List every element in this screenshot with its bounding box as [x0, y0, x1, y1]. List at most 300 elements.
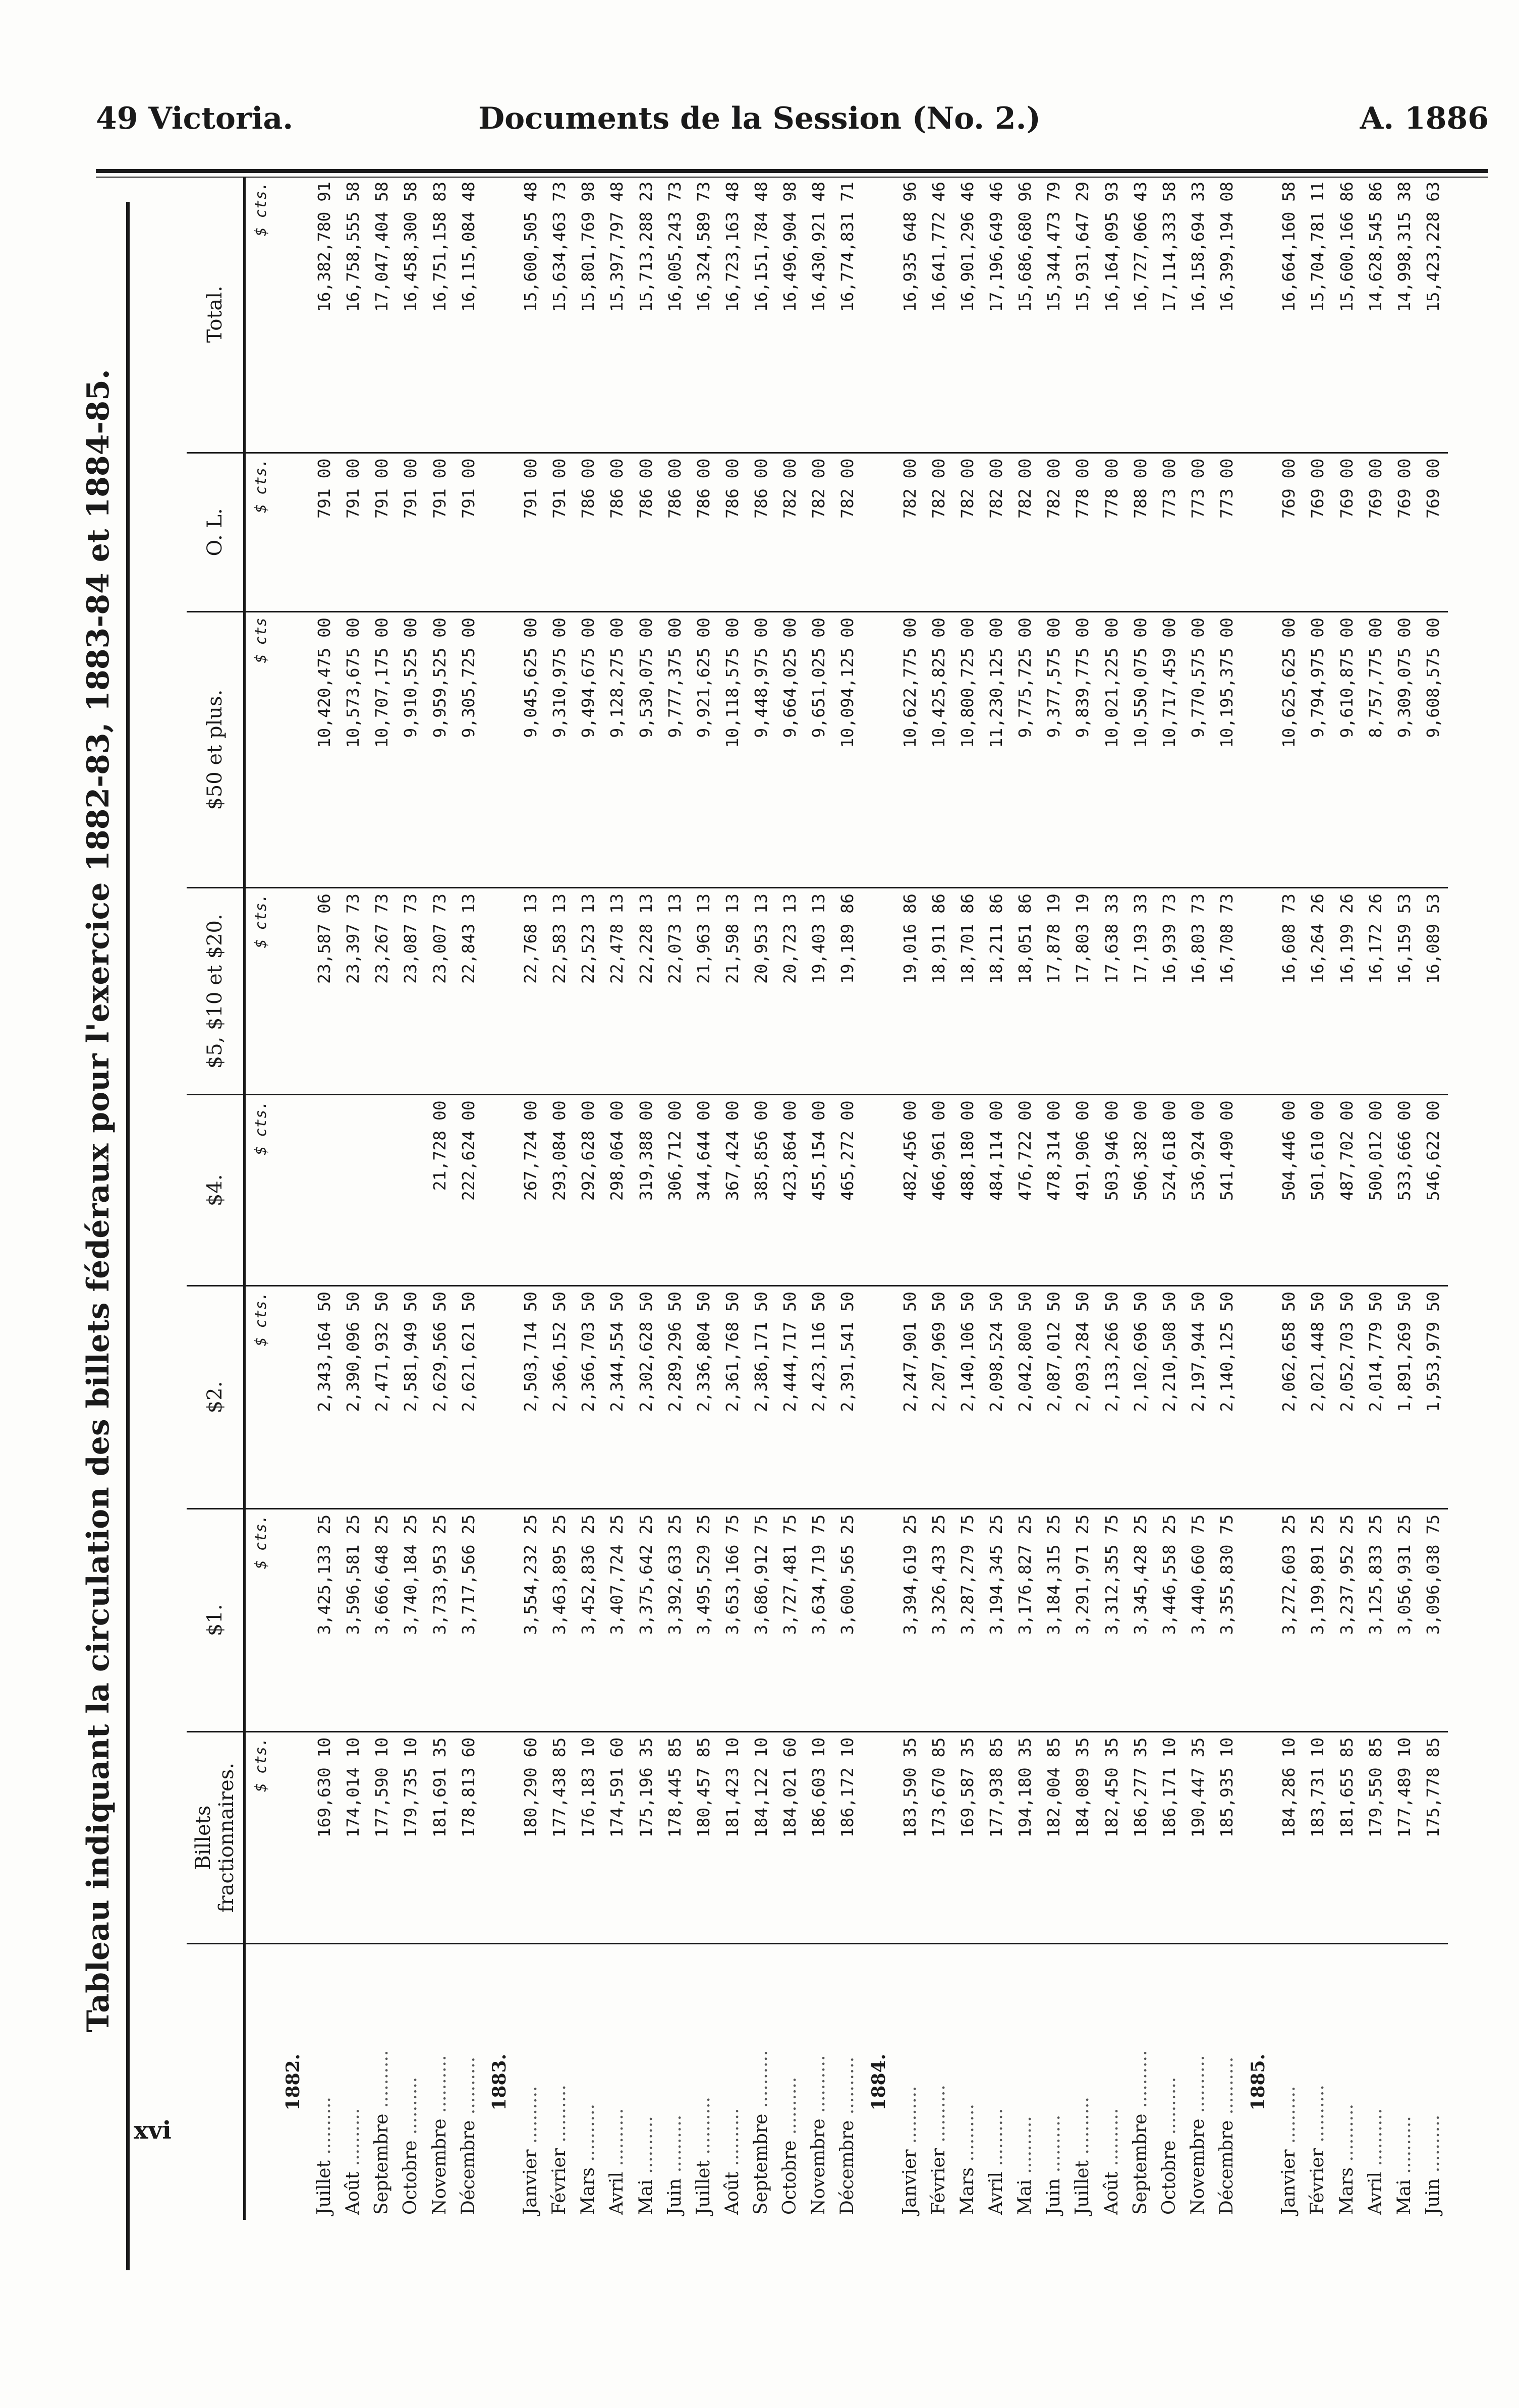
month-name: Décembre — [1216, 2120, 1237, 2215]
value-cell: 344,644 00 — [689, 1095, 718, 1286]
month-name: Février — [928, 2148, 949, 2215]
month-label — [1419, 1944, 1448, 2220]
value-cell: 16,774,831 71 — [833, 177, 862, 453]
value-cell: 791 00 — [454, 453, 483, 612]
value-cell: 478,314 00 — [1040, 1095, 1068, 1286]
value-cell: 3,452,836 25 — [574, 1508, 603, 1731]
value-cell: 15,801,769 98 — [574, 177, 603, 453]
value-cell: 10,550,075 00 — [1126, 612, 1155, 888]
table-row — [1212, 177, 1241, 2220]
value-cell: 21,963 13 — [689, 888, 718, 1095]
value-cell: 2,343,164 50 — [310, 1286, 339, 1509]
month-label — [1332, 1944, 1361, 2220]
column-header-2: $1. — [187, 1508, 245, 1731]
value-cell: 2,386,171 50 — [747, 1286, 775, 1509]
empty-cell — [483, 453, 516, 612]
month-name: Juin — [1043, 2178, 1064, 2215]
value-cell: 786 00 — [660, 453, 689, 612]
leader-dots: .......... — [458, 2056, 479, 2120]
value-cell: 3,199,891 25 — [1304, 1508, 1332, 1731]
value-cell: 17,638 33 — [1097, 888, 1126, 1095]
month-name: Avril — [606, 2171, 628, 2215]
value-cell: 9,610,875 00 — [1332, 612, 1361, 888]
value-cell: 18,701 86 — [953, 888, 982, 1095]
value-cell: 222,624 00 — [454, 1095, 483, 1286]
value-cell: 23,007 73 — [425, 888, 454, 1095]
value-cell: 17,047,404 58 — [368, 177, 397, 453]
value-cell: 178,813 60 — [454, 1731, 483, 1944]
table-row — [339, 177, 368, 2220]
value-cell: 2,210,508 50 — [1155, 1286, 1184, 1509]
value-cell: 3,194,345 25 — [982, 1508, 1010, 1731]
value-cell — [339, 1095, 368, 1286]
table-row — [953, 177, 982, 2220]
value-cell: 524,618 00 — [1155, 1095, 1184, 1286]
value-cell: 16,159 53 — [1390, 888, 1419, 1095]
value-cell: 186,603 10 — [805, 1731, 833, 1944]
value-cell: 791 00 — [339, 453, 368, 612]
leader-dots: .......... — [1101, 2108, 1122, 2172]
value-cell: 15,704,781 11 — [1304, 177, 1332, 453]
value-cell: 9,777,375 00 — [660, 612, 689, 888]
month-label — [1361, 1944, 1390, 2220]
value-cell: 16,324,589 73 — [689, 177, 718, 453]
table-row — [1155, 177, 1184, 2220]
value-cell: 18,051 86 — [1011, 888, 1040, 1095]
leader-dots: .......... — [1043, 2114, 1064, 2178]
month-label — [833, 1944, 862, 2220]
running-head-center: Documents de la Session (No. 2.) — [478, 101, 1041, 136]
empty-cell — [483, 177, 516, 453]
value-cell: 791 00 — [425, 453, 454, 612]
value-cell: 10,622,775 00 — [895, 612, 924, 888]
unit-label: $ cts. — [245, 1286, 277, 1509]
table-row — [924, 177, 953, 2220]
empty-cell — [862, 1508, 895, 1731]
value-cell: 174,591 60 — [603, 1731, 632, 1944]
value-cell: 3,666,648 25 — [368, 1508, 397, 1731]
value-cell: 10,625,625 00 — [1275, 612, 1304, 888]
month-name: Août — [1101, 2171, 1122, 2215]
value-cell: 23,587 06 — [310, 888, 339, 1095]
value-cell: 3,733,953 25 — [425, 1508, 454, 1731]
value-cell: 2,366,703 50 — [574, 1286, 603, 1509]
value-cell: 11,230,125 00 — [982, 612, 1010, 888]
value-cell: 791 00 — [397, 453, 425, 612]
month-name: Mars — [578, 2167, 599, 2215]
value-cell: 16,399,194 08 — [1212, 177, 1241, 453]
leader-dots: .......... — [779, 2077, 801, 2141]
unit-label: $ cts. — [245, 1095, 277, 1286]
value-cell: 3,056,931 25 — [1390, 1508, 1419, 1731]
value-cell: 3,717,566 25 — [454, 1508, 483, 1731]
value-cell: 9,910,525 00 — [397, 612, 425, 888]
empty-cell — [483, 1095, 516, 1286]
value-cell: 9,794,975 00 — [1304, 612, 1332, 888]
value-cell: 10,094,125 00 — [833, 612, 862, 888]
value-cell: 21,598 13 — [718, 888, 747, 1095]
leader-dots: .......... — [1393, 2116, 1415, 2180]
value-cell: 17,114,333 58 — [1155, 177, 1184, 453]
value-cell: 175,778 85 — [1419, 1731, 1448, 1944]
empty-cell — [276, 888, 310, 1095]
value-cell: 16,727,066 43 — [1126, 177, 1155, 453]
table-row — [516, 177, 545, 2220]
title-rule — [126, 202, 130, 2270]
value-cell: 769 00 — [1275, 453, 1304, 612]
month-name: Septembre — [751, 2113, 772, 2215]
leader-dots: .......... — [1072, 2097, 1093, 2161]
year-label: 1883. — [489, 2053, 511, 2111]
table-row — [1275, 177, 1304, 2220]
value-cell: 16,115,084 48 — [454, 177, 483, 453]
table-row — [805, 177, 833, 2220]
value-cell: 22,073 13 — [660, 888, 689, 1095]
value-cell: 15,931,647 29 — [1068, 177, 1097, 453]
value-cell: 2,444,717 50 — [776, 1286, 805, 1509]
leader-dots: .......... — [1187, 2055, 1208, 2119]
value-cell: 536,924 00 — [1184, 1095, 1212, 1286]
value-cell: 3,394,619 25 — [895, 1508, 924, 1731]
month-label — [924, 1944, 953, 2220]
value-cell: 9,530,075 00 — [632, 612, 660, 888]
value-cell: 2,621,621 50 — [454, 1286, 483, 1509]
value-cell: 2,471,932 50 — [368, 1286, 397, 1509]
column-header-6: $50 et plus. — [187, 612, 245, 888]
value-cell — [368, 1095, 397, 1286]
value-cell: 546,622 00 — [1419, 1095, 1448, 1286]
month-name: Octobre — [1158, 2140, 1179, 2215]
value-cell: 3,312,355 75 — [1097, 1508, 1126, 1731]
leader-dots: .......... — [1015, 2116, 1036, 2180]
value-cell: 367,424 00 — [718, 1095, 747, 1286]
value-cell: 186,172 10 — [833, 1731, 862, 1944]
empty-cell — [483, 1286, 516, 1509]
value-cell: 782 00 — [953, 453, 982, 612]
table-row — [454, 177, 483, 2220]
leader-dots: .......... — [928, 2085, 949, 2149]
month-name: Juin — [1423, 2178, 1444, 2215]
month-label — [1126, 1944, 1155, 2220]
empty-cell — [276, 612, 310, 888]
page-number: xvi — [134, 2116, 172, 2145]
leader-dots: .......... — [429, 2055, 450, 2119]
month-label — [660, 1944, 689, 2220]
month-name: Août — [343, 2171, 364, 2215]
month-label — [397, 1944, 425, 2220]
value-cell: 3,237,952 25 — [1332, 1508, 1361, 1731]
empty-cell — [1242, 1731, 1275, 1944]
leader-dots: .......... — [635, 2116, 656, 2180]
value-cell: 10,195,375 00 — [1212, 612, 1241, 888]
value-cell: 298,064 00 — [603, 1095, 632, 1286]
table-row — [776, 177, 805, 2220]
value-cell: 8,757,775 00 — [1361, 612, 1390, 888]
value-cell: 3,375,642 25 — [632, 1508, 660, 1731]
value-cell: 3,407,724 25 — [603, 1508, 632, 1731]
value-cell: 385,856 00 — [747, 1095, 775, 1286]
value-cell: 2,098,524 50 — [982, 1286, 1010, 1509]
leader-dots: .......... — [808, 2055, 829, 2119]
empty-cell — [483, 1731, 516, 1944]
value-cell: 20,723 13 — [776, 888, 805, 1095]
month-name: Juillet — [1072, 2160, 1093, 2215]
value-cell: 9,377,575 00 — [1040, 612, 1068, 888]
leader-dots: .......... — [986, 2108, 1007, 2172]
value-cell: 9,309,075 00 — [1390, 612, 1419, 888]
table-row — [603, 177, 632, 2220]
month-name: Septembre — [371, 2113, 392, 2215]
value-cell: 179,735 10 — [397, 1731, 425, 1944]
month-label — [574, 1944, 603, 2220]
value-cell: 3,653,166 75 — [718, 1508, 747, 1731]
table-row — [1126, 177, 1155, 2220]
value-cell: 769 00 — [1332, 453, 1361, 612]
value-cell: 778 00 — [1068, 453, 1097, 612]
value-cell: 23,087 73 — [397, 888, 425, 1095]
value-cell: 16,641,772 46 — [924, 177, 953, 453]
table-row — [718, 177, 747, 2220]
value-cell: 9,305,725 00 — [454, 612, 483, 888]
value-cell: 17,803 19 — [1068, 888, 1097, 1095]
value-cell: 9,651,025 00 — [805, 612, 833, 888]
table-row — [632, 177, 660, 2220]
value-cell: 2,302,628 50 — [632, 1286, 660, 1509]
month-label — [516, 1944, 545, 2220]
value-cell: 169,587 35 — [953, 1731, 982, 1944]
table-row — [310, 177, 339, 2220]
month-name: Novembre — [1187, 2118, 1208, 2215]
column-header-0 — [187, 1944, 245, 2220]
value-cell: 2,133,266 50 — [1097, 1286, 1126, 1509]
leader-dots: .......... — [314, 2097, 335, 2161]
value-cell: 2,629,566 50 — [425, 1286, 454, 1509]
value-cell: 292,628 00 — [574, 1095, 603, 1286]
value-cell: 3,596,581 25 — [339, 1508, 368, 1731]
month-label — [689, 1944, 718, 2220]
year-label: 1885. — [1247, 2053, 1269, 2111]
leader-dots: .......... — [400, 2077, 421, 2141]
table-row — [425, 177, 454, 2220]
value-cell: 3,600,565 25 — [833, 1508, 862, 1731]
unit-label: $ cts. — [245, 453, 277, 612]
leader-dots: .......... — [1365, 2108, 1386, 2172]
leader-dots: .......... — [899, 2086, 920, 2150]
value-cell: 175,196 35 — [632, 1731, 660, 1944]
month-name: Janvier — [520, 2149, 541, 2215]
empty-cell — [862, 1286, 895, 1509]
value-cell: 16,172 26 — [1361, 888, 1390, 1095]
value-cell: 9,448,975 00 — [747, 612, 775, 888]
value-cell: 10,800,725 00 — [953, 612, 982, 888]
month-label — [1390, 1944, 1419, 2220]
value-cell: 183,731 10 — [1304, 1731, 1332, 1944]
month-label — [805, 1944, 833, 2220]
value-cell: 22,843 13 — [454, 888, 483, 1095]
value-cell: 17,878 19 — [1040, 888, 1068, 1095]
empty-cell — [862, 453, 895, 612]
value-cell: 9,310,975 00 — [545, 612, 574, 888]
unit-label — [245, 1944, 277, 2220]
value-cell: 184,122 10 — [747, 1731, 775, 1944]
table-row — [1184, 177, 1212, 2220]
month-label — [982, 1944, 1010, 2220]
value-cell: 15,600,166 86 — [1332, 177, 1361, 453]
empty-cell — [862, 177, 895, 453]
value-cell: 2,344,554 50 — [603, 1286, 632, 1509]
value-cell: 782 00 — [776, 453, 805, 612]
month-label — [718, 1944, 747, 2220]
value-cell: 16,803 73 — [1184, 888, 1212, 1095]
value-cell: 177,590 10 — [368, 1731, 397, 1944]
value-cell: 2,336,804 50 — [689, 1286, 718, 1509]
value-cell: 791 00 — [368, 453, 397, 612]
month-label — [339, 1944, 368, 2220]
month-label — [1097, 1944, 1126, 2220]
value-cell: 501,610 00 — [1304, 1095, 1332, 1286]
value-cell: 3,176,827 25 — [1011, 1508, 1040, 1731]
value-cell: 181,691 35 — [425, 1731, 454, 1944]
value-cell: 3,345,428 25 — [1126, 1508, 1155, 1731]
table-row — [660, 177, 689, 2220]
table-row — [689, 177, 718, 2220]
value-cell: 2,052,703 50 — [1332, 1286, 1361, 1509]
value-cell: 181,655 85 — [1332, 1731, 1361, 1944]
value-cell: 185,935 10 — [1212, 1731, 1241, 1944]
month-label — [425, 1944, 454, 2220]
empty-cell — [862, 888, 895, 1095]
month-name: Mai — [635, 2179, 656, 2215]
table-row — [1097, 177, 1126, 2220]
value-cell: 186,277 35 — [1126, 1731, 1155, 1944]
month-name: Mars — [1336, 2167, 1357, 2215]
value-cell: 178,445 85 — [660, 1731, 689, 1944]
column-header-row — [187, 177, 245, 2220]
month-name: Août — [721, 2171, 743, 2215]
value-cell: 174,014 10 — [339, 1731, 368, 1944]
year-row — [276, 177, 310, 2220]
empty-cell — [1242, 453, 1275, 612]
value-cell: 3,634,719 75 — [805, 1508, 833, 1731]
month-name: Juillet — [314, 2160, 335, 2215]
month-label — [747, 1944, 775, 2220]
month-label — [632, 1944, 660, 2220]
value-cell: 1,891,269 50 — [1390, 1286, 1419, 1509]
value-cell: 10,717,459 00 — [1155, 612, 1184, 888]
year-label: 1882. — [283, 2053, 304, 2111]
table-title: Tableau indiquant la circulation des billets fédéraux pour l'exercice 1882-83, 1883-84 et 1884-85. — [81, 369, 116, 2033]
value-cell: 482,456 00 — [895, 1095, 924, 1286]
value-cell: 173,670 85 — [924, 1731, 953, 1944]
month-name: Juillet — [693, 2160, 714, 2215]
value-cell — [310, 1095, 339, 1286]
value-cell: 9,839,775 00 — [1068, 612, 1097, 888]
month-name: Mars — [957, 2167, 978, 2215]
table-row — [397, 177, 425, 2220]
value-cell: 16,939 73 — [1155, 888, 1184, 1095]
value-cell: 186,171 10 — [1155, 1731, 1184, 1944]
value-cell: 10,573,675 00 — [339, 612, 368, 888]
value-cell: 9,128,275 00 — [603, 612, 632, 888]
running-head-right: A. 1886 — [1360, 101, 1489, 136]
leader-dots: .......... — [549, 2085, 570, 2149]
month-label — [1068, 1944, 1097, 2220]
table-row — [368, 177, 397, 2220]
value-cell: 3,392,633 25 — [660, 1508, 689, 1731]
month-label — [454, 1944, 483, 2220]
value-cell: 17,196,649 46 — [982, 177, 1010, 453]
column-header-8: Total. — [187, 177, 245, 453]
empty-cell — [276, 1095, 310, 1286]
value-cell: 791 00 — [310, 453, 339, 612]
value-cell: 769 00 — [1361, 453, 1390, 612]
month-name: Janvier — [899, 2149, 920, 2215]
value-cell: 179,550 85 — [1361, 1731, 1390, 1944]
value-cell: 23,267 73 — [368, 888, 397, 1095]
value-cell: 3,495,529 25 — [689, 1508, 718, 1731]
month-name: Février — [549, 2148, 570, 2215]
value-cell: 14,628,545 86 — [1361, 177, 1390, 453]
month-name: Juin — [664, 2178, 685, 2215]
unit-label: $ cts. — [245, 1731, 277, 1944]
value-cell: 16,199 26 — [1332, 888, 1361, 1095]
value-cell: 533,666 00 — [1390, 1095, 1419, 1286]
value-cell: 184,089 35 — [1068, 1731, 1097, 1944]
value-cell: 500,012 00 — [1361, 1095, 1390, 1286]
value-cell: 16,935 648 96 — [895, 177, 924, 453]
value-cell: 16,164,095 93 — [1097, 177, 1126, 453]
value-cell: 16,723,163 48 — [718, 177, 747, 453]
month-label — [1011, 1944, 1040, 2220]
value-cell: 2,423,116 50 — [805, 1286, 833, 1509]
unit-label: $ cts. — [245, 888, 277, 1095]
column-header-4: $4. — [187, 1095, 245, 1286]
value-cell: 769 00 — [1419, 453, 1448, 612]
table-row — [982, 177, 1010, 2220]
value-cell: 2,140,106 50 — [953, 1286, 982, 1509]
value-cell: 16,089 53 — [1419, 888, 1448, 1095]
value-cell: 3,425,133 25 — [310, 1508, 339, 1731]
month-label — [953, 1944, 982, 2220]
value-cell: 16,430,921 48 — [805, 177, 833, 453]
value-cell: 2,102,696 50 — [1126, 1286, 1155, 1509]
value-cell: 2,390,096 50 — [339, 1286, 368, 1509]
value-cell: 16,382,780 91 — [310, 177, 339, 453]
value-cell: 541,490 00 — [1212, 1095, 1241, 1286]
value-cell: 19,403 13 — [805, 888, 833, 1095]
running-head-left: 49 Victoria. — [96, 101, 294, 136]
month-label — [895, 1944, 924, 2220]
value-cell: 23,397 73 — [339, 888, 368, 1095]
month-label — [545, 1944, 574, 2220]
month-label — [310, 1944, 339, 2220]
value-cell: 503,946 00 — [1097, 1095, 1126, 1286]
month-name: Décembre — [837, 2120, 858, 2215]
leader-dots: .......... — [371, 2050, 392, 2114]
value-cell: 22,583 13 — [545, 888, 574, 1095]
value-cell: 181,423 10 — [718, 1731, 747, 1944]
value-cell: 1,953,979 50 — [1419, 1286, 1448, 1509]
value-cell: 786 00 — [689, 453, 718, 612]
value-cell: 15,397,797 48 — [603, 177, 632, 453]
value-cell: 476,722 00 — [1011, 1095, 1040, 1286]
value-cell: 2,021,448 50 — [1304, 1286, 1332, 1509]
month-label — [368, 1944, 397, 2220]
value-cell: 2,087,012 50 — [1040, 1286, 1068, 1509]
leader-dots: .......... — [1216, 2056, 1237, 2120]
value-cell: 484,114 00 — [982, 1095, 1010, 1286]
leader-dots: .......... — [343, 2108, 364, 2172]
